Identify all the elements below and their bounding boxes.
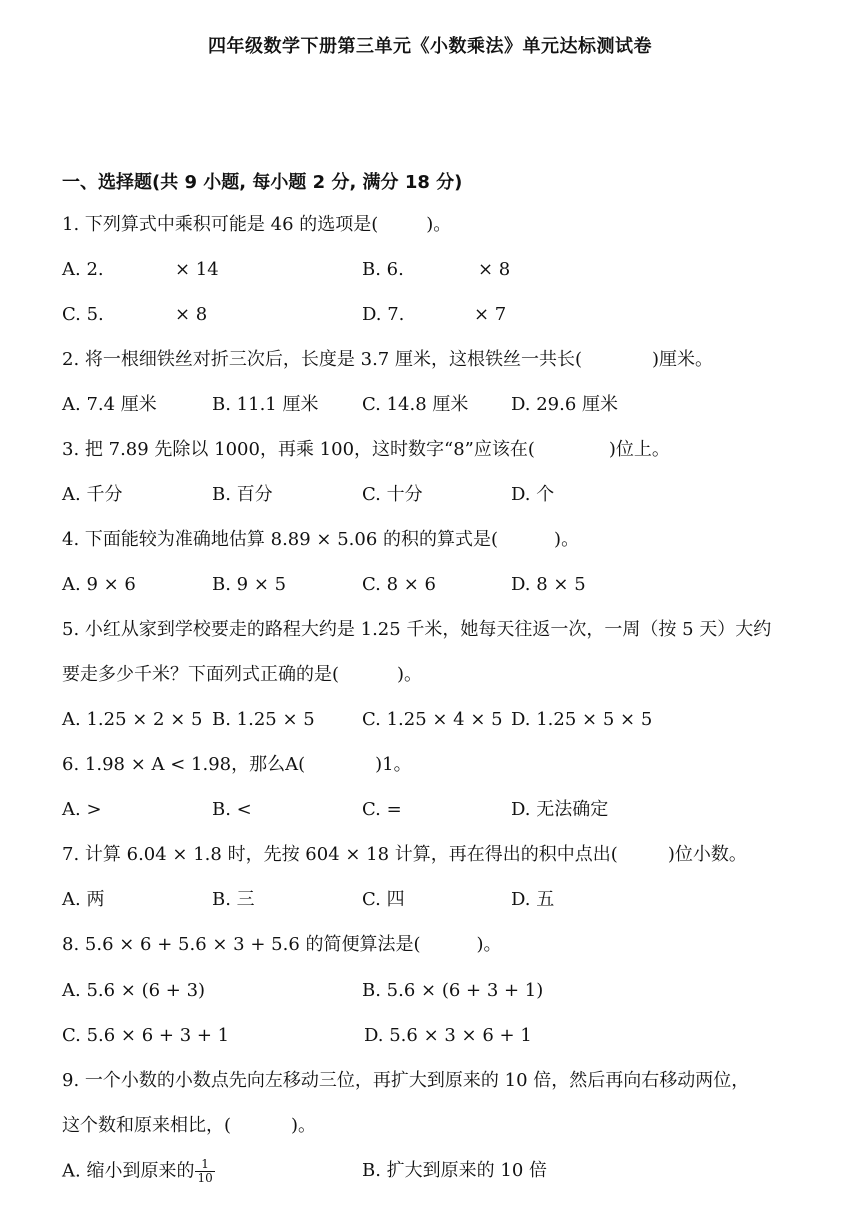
q2-option-b[interactable]: B. 11.1 厘米: [212, 394, 319, 415]
q1-option-c-expr: × 8: [175, 304, 208, 325]
question-4-stem: 4. 下面能较为准确地估算 8.89 × 5.06 的积的算式是( )。: [62, 529, 580, 550]
question-9-stem-line1: 9. 一个小数的小数点先向左移动三位，再扩大到原来的 10 倍，然后再向右移动两位，: [62, 1070, 750, 1091]
q8-option-d[interactable]: D. 5.6 × 3 × 6 + 1: [364, 1025, 532, 1046]
q2-option-d[interactable]: D. 29.6 厘米: [511, 394, 619, 415]
section-heading: 一、选择题(共 9 小题, 每小题 2 分, 满分 18 分): [62, 172, 463, 193]
question-8-stem: 8. 5.6 × 6 + 5.6 × 3 + 5.6 的简便算法是( )。: [62, 934, 502, 955]
question-3-stem: 3. 把 7.89 先除以 1000，再乘 100，这时数字“8”应该在( )位上。: [62, 439, 670, 460]
q1-option-a[interactable]: A. 2.: [62, 259, 104, 280]
question-5-stem-line2: 要走多少千米？下面列式正确的是( )。: [62, 664, 423, 685]
q2-option-a[interactable]: A. 7.4 厘米: [62, 394, 157, 415]
q6-option-a[interactable]: A. >: [62, 799, 102, 820]
q1-option-b-expr: × 8: [478, 259, 511, 280]
q9-option-a[interactable]: A. 缩小到原来的 $\frac{1}{10}$: [62, 1157, 213, 1185]
q6-option-d[interactable]: D. 无法确定: [511, 799, 609, 820]
q8-option-b[interactable]: B. 5.6 × (6 + 3 + 1): [362, 980, 544, 1001]
question-7-stem: 7. 计算 6.04 × 1.8 时，先按 604 × 18 计算，再在得出的积中点出( )位小数。: [62, 844, 747, 865]
question-9-stem-line2: 这个数和原来相比，( )。: [62, 1115, 317, 1136]
q2-option-c[interactable]: C. 14.8 厘米: [362, 394, 469, 415]
q1-option-c[interactable]: C. 5.: [62, 304, 104, 325]
q6-option-c[interactable]: C. =: [362, 799, 402, 820]
q6-option-b[interactable]: B. <: [212, 799, 252, 820]
q4-option-d[interactable]: D. 8 × 5: [511, 574, 586, 595]
q5-option-a[interactable]: A. 1.25 × 2 × 5: [62, 709, 203, 730]
q1-option-d[interactable]: D. 7.: [362, 304, 405, 325]
q1-option-d-expr: × 7: [474, 304, 507, 325]
q7-option-a[interactable]: A. 两: [62, 889, 105, 910]
question-6-stem: 6. 1.98 × A < 1.98，那么A( )1。: [62, 754, 412, 775]
question-2-stem: 2. 将一根细铁丝对折三次后，长度是 3.7 厘米，这根铁丝一共长( )厘米。: [62, 349, 714, 370]
fraction: $\frac{1}{10}$: [197, 1157, 213, 1185]
q3-option-d[interactable]: D. 个: [511, 484, 555, 505]
question-1-stem: 1. 下列算式中乘积可能是 46 的选项是( )。: [62, 214, 452, 235]
q7-option-d[interactable]: D. 五: [511, 889, 555, 910]
q8-option-c[interactable]: C. 5.6 × 6 + 3 + 1: [62, 1025, 230, 1046]
q5-option-c[interactable]: C. 1.25 × 4 × 5: [362, 709, 503, 730]
question-5-stem-line1: 5. 小红从家到学校要走的路程大约是 1.25 千米，她每天往返一次，一周（按 5 天）大约: [62, 619, 772, 640]
q4-option-a[interactable]: A. 9 × 6: [62, 574, 136, 595]
q8-option-a[interactable]: A. 5.6 × (6 + 3): [62, 980, 206, 1001]
q5-option-b[interactable]: B. 1.25 × 5: [212, 709, 315, 730]
q1-option-a-expr: × 14: [175, 259, 219, 280]
q3-option-a[interactable]: A. 千分: [62, 484, 123, 505]
q7-option-b[interactable]: B. 三: [212, 889, 255, 910]
page-title: 四年级数学下册第三单元《小数乘法》单元达标测试卷: [208, 36, 652, 57]
q4-option-b[interactable]: B. 9 × 5: [212, 574, 287, 595]
q9-option-b[interactable]: B. 扩大到原来的 10 倍: [362, 1160, 548, 1181]
q3-option-c[interactable]: C. 十分: [362, 484, 423, 505]
q7-option-c[interactable]: C. 四: [362, 889, 405, 910]
q4-option-c[interactable]: C. 8 × 6: [362, 574, 437, 595]
q3-option-b[interactable]: B. 百分: [212, 484, 273, 505]
q5-option-d[interactable]: D. 1.25 × 5 × 5: [511, 709, 653, 730]
q1-option-b[interactable]: B. 6.: [362, 259, 404, 280]
